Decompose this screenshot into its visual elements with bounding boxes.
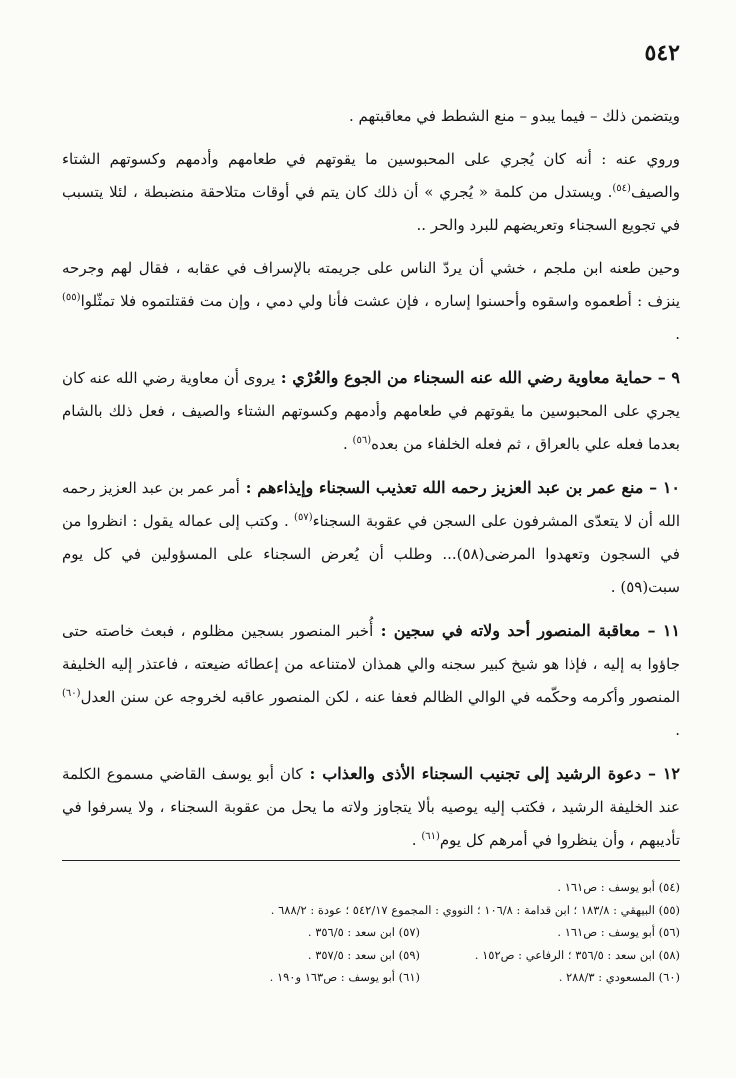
footnote-ref: (٥٧) [294,512,313,523]
section-heading: ٩ – حماية معاوية رضي الله عنه السجناء من الجوع والعُرْي : [275,368,680,387]
page-body [62,100,680,867]
paragraph-text: وروي عنه : أنه كان يُجري على المحبوسين ما يقوتهم في طعامهم وأدمهم وكسوتهم الشتاء والصيف [62,150,680,201]
paragraph-tail: . [343,435,353,453]
footnote: (٦١) أبو يوسف : ص١٦٣ و١٩٠ . [269,970,420,984]
paragraph-text: أُخبر المنصور بسجين مظلوم ، فبعث خاصته حتى جاؤوا به إليه ، فإذا هو شيخ كبير سجنه والي همذان لامتناعه من إعطائه ضيعته ، فاعتذر إليه الخليفة المنصور وأكرمه وحكّمه في الوالي الظالم فعفا عنه ، لكن المنصور عاقبه لخروجه عن سنن العدل [62,622,680,706]
paragraph [62,757,680,857]
paragraph-text: وحين طعنه ابن ملجم ، خشي أن يردّ الناس على جريمته بالإسراف في عقابه ، فقال لهم وجرحه ينزف : أطعموه واسقوه وأحسنوا إساره ، فإن عشت فأنا ولي دمي ، وإن مت فقتلتموه فلا تمثّلوا [62,259,680,310]
paragraph-text: يروى أن معاوية رضي الله عنه كان يجري على المحبوسين ما يقوتهم في طعامهم وأدمهم وكسوتهم الشتاء والصيف ، فعل ذلك بالشام بعدما فعله علي بالعراق ، ثم فعله الخلفاء من بعده [62,369,680,453]
footnote-ref: (٦١) [421,831,440,842]
footnote-row [62,921,680,944]
footnote-ref: (٥٤) [612,183,631,194]
footnote-ref: (٦٠) [62,688,81,699]
footnote-ref: (٥٦) [352,435,372,446]
footnote-row [62,966,680,989]
paragraph [62,614,680,747]
footnote: (٥٧) ابن سعد : ٣٥٦/٥ . [307,925,420,939]
paragraph-text: أمر عمر بن عبد العزيز رحمه الله أن لا يتعدّى المشرفون على السجن في عقوبة السجناء [62,479,681,530]
footnote-row [62,944,680,967]
paragraph-tail: . ويستدل من كلمة « يُجري » أن ذلك كان يتم في أوقات متلاحقة منضبطة ، لئلا يتسبب في تجويع السجناء وتعريضهم للبرد والحر .. [62,183,680,234]
footnote: (٦٠) المسعودي : ٢٨٨/٣ . [558,970,680,984]
paragraph-tail: . [411,831,422,849]
paragraph-text: ويتضمن ذلك – فيما يبدو – منع الشطط في معاقبتهم . [349,107,680,125]
paragraph [62,361,680,461]
section-heading: ١١ – معاقبة المنصور أحد ولاته في سجين : [373,621,680,640]
footnote-row [62,876,680,899]
paragraph-tail: . وكتب إلى عماله يقول : انظروا من في السجون وتعهدوا المرضى(٥٨)... وطلب أن يُعرض السجناء على المسؤولين في كل يوم سبت(٥٩) . [62,512,680,596]
paragraph [62,252,680,351]
footnote: (٥٨) ابن سعد : ٣٥٦/٥ ؛ الرفاعي : ص١٥٢ . [474,947,680,962]
footnotes [62,876,680,989]
paragraph [62,471,680,604]
section-heading: ١٢ – دعوة الرشيد إلى تجنيب السجناء الأذى والعذاب : [302,764,680,783]
page-number: ٥٤٢ [644,40,680,66]
footnote: (٥٤) أبو يوسف : ص١٦١ . [557,880,680,894]
paragraph-tail: . [675,721,680,739]
footnote-row [62,899,680,922]
section-heading: ١٠ – منع عمر بن عبد العزيز رحمه الله تعذيب السجناء وإيذاءهم : [239,478,680,497]
footnote: (٥٩) ابن سعد : ٣٥٧/٥ . [307,947,420,962]
paragraph-text: كان أبو يوسف القاضي مسموع الكلمة عند الخليفة الرشيد ، فكتب إليه يوصيه بألا يتجاوز ولاته ما يحل من عقوبة السجناء ، ولا يسرفوا في تأديبهم ، وأن ينظروا في أمرهم كل يوم [62,765,680,849]
footnote-ref: (٥٥) [62,292,81,303]
paragraph [62,143,680,242]
footnote: (٥٥) البيهقي : ١٨٣/٨ ؛ ابن قدامة : ١٠٦/٨ ؛ النووي : المجموع ٥٤٢/١٧ ؛ عودة : ٦٨٨/٢ . [270,902,680,917]
paragraph [62,100,680,133]
footnote: (٥٦) أبو يوسف : ص١٦١ . [557,925,680,939]
paragraph-tail: . [675,325,680,343]
footnote-divider [62,860,680,861]
